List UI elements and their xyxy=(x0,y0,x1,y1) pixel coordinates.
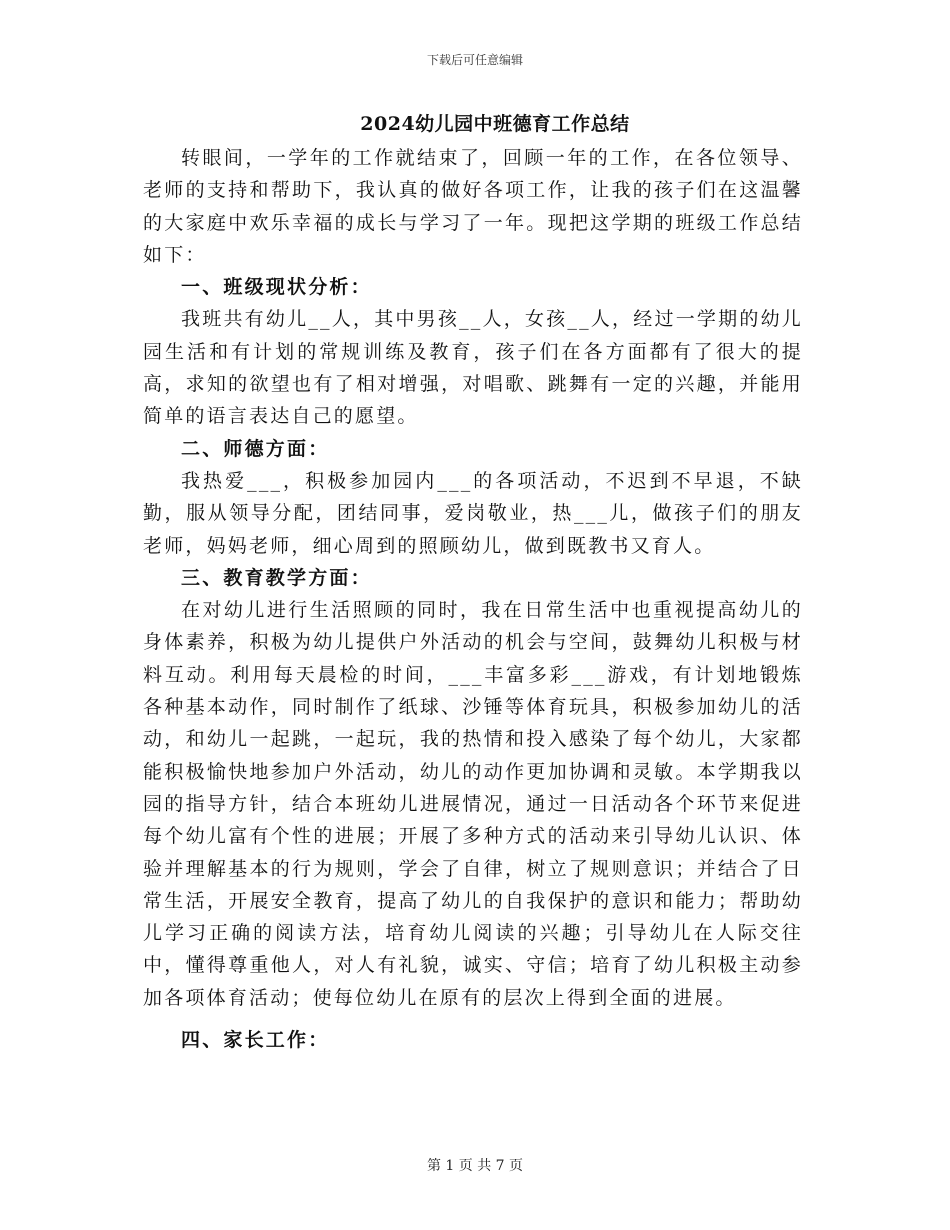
section-heading-teaching: 三、教育教学方面： xyxy=(181,566,372,589)
section-heading-class-status: 一、班级现状分析： xyxy=(181,276,372,299)
section-body-teaching: 在对幼儿进行生活照顾的同时，我在日常生活中也重视提高幼儿的身体素养，积极为幼儿提供户外活动的机会与空间，鼓舞幼儿积极与材料互动。利用每天晨检的时间，___丰富多彩___游戏，有计划地锻炼各种基本动作，同时制作了纸球、沙锤等体育玩具，积极参加幼儿的活动，和幼儿一起跳，一起玩，我的热情和投入感染了每个幼儿，大家都能积极愉快地参加户外活动，幼儿的动作更加协调和灵敏。本学期我以园的指导方针，结合本班幼儿进展情况，通过一日活动各个环节来促进每个幼儿富有个性的进展；开展了多种方式的活动来引导幼儿认识、体验并理解基本的行为规则，学会了自律，树立了规则意识；并结合了日常生活，开展安全教育，提高了幼儿的自我保护的意识和能力；帮助幼儿学习正确的阅读方法，培育幼儿阅读的兴趣；引导幼儿在人际交往中，懂得尊重他人，对人有礼貌，诚实、守信；培育了幼儿积极主动参加各项体育活动；使每位幼儿在原有的层次上得到全面的进展。 xyxy=(143,599,803,1009)
intro-paragraph: 转眼间，一学年的工作就结束了，回顾一年的工作，在各位领导、老师的支持和帮助下，我认真的做好各项工作，让我的孩子们在这温馨的大家庭中欢乐幸福的成长与学习了一年。现把这学期的班级工作总结如下： xyxy=(143,147,803,266)
document-body xyxy=(143,142,803,1056)
page-number-footer: 第 1 页 共 7 页 xyxy=(426,1158,524,1174)
section-heading-teacher-ethics: 二、师德方面： xyxy=(181,437,330,460)
section-heading-parent-work: 四、家长工作： xyxy=(181,1029,330,1052)
section-body-teacher-ethics: 我热爱___，积极参加园内___的各项活动，不迟到不早退，不缺勤，服从领导分配，团结同事，爱岗敬业，热___儿，做孩子们的朋友老师，妈妈老师，细心周到的照顾幼儿，做到既教书又育人。 xyxy=(143,469,803,557)
document-title: 2024幼儿园中班德育工作总结 xyxy=(360,113,630,135)
section-body-class-status: 我班共有幼儿__人，其中男孩__人，女孩__人，经过一学期的幼儿园生活和有计划的常规训练及教育，孩子们在各方面都有了很大的提高，求知的欲望也有了相对增强，对唱歌、跳舞有一定的兴趣，并能用简单的语言表达自己的愿望。 xyxy=(143,308,803,428)
page-header-note: 下载后可任意编辑 xyxy=(426,53,523,67)
